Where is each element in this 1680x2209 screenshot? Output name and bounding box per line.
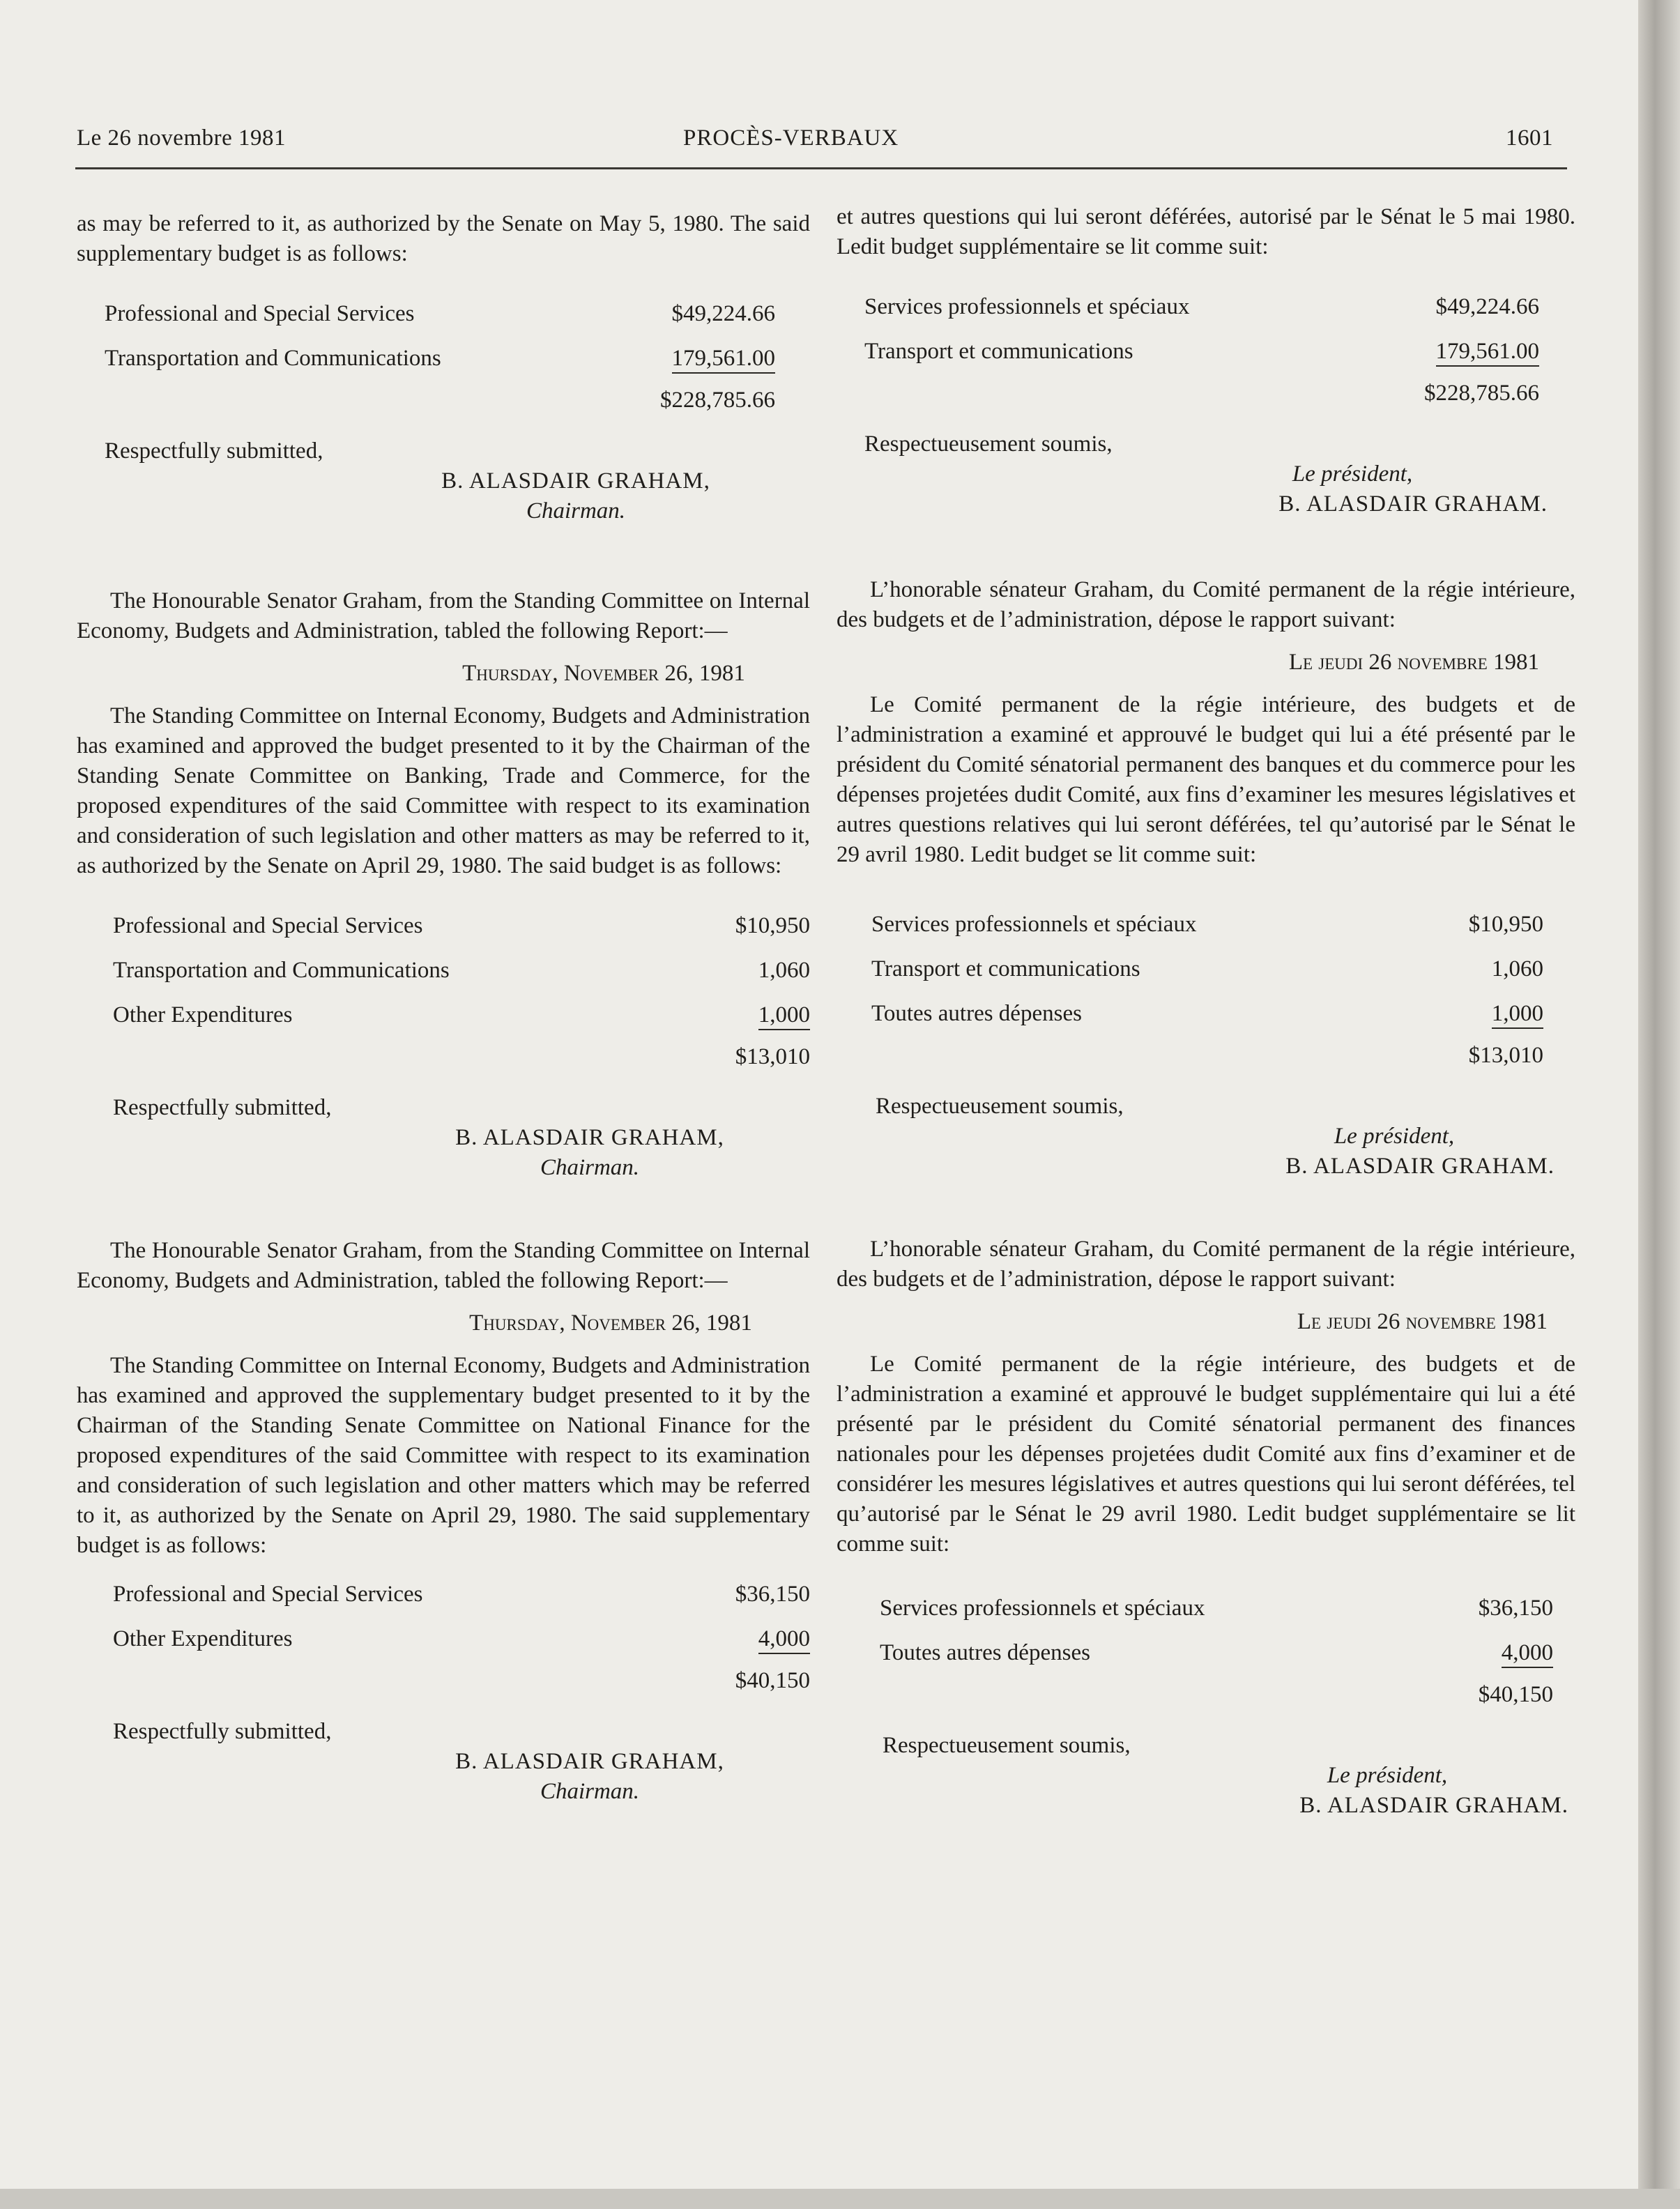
signatory-title: Chairman. [540, 1155, 640, 1180]
signature-block [77, 1717, 810, 1807]
paragraph: et autres questions qui lui seront déférées, autorisé par le Sénat le 5 mai 1980. Ledit budget supplémentaire se lit comme suit: [837, 204, 1575, 259]
budget-row [113, 941, 810, 986]
budget-row [871, 984, 1543, 1029]
budget-amount: $49,224.66 [1435, 294, 1539, 319]
budget-label: Services professionnels et spéciaux [871, 912, 1197, 937]
signature-block [837, 429, 1575, 519]
budget-row [113, 986, 810, 1030]
report-date: Le jeudi 26 novembre 1981 [1297, 1309, 1548, 1334]
budget-amount-value: 4,000 [1502, 1640, 1553, 1668]
budget-label: Transportation and Communications [105, 346, 441, 371]
budget-amount [1411, 999, 1543, 1029]
signatory-name: B. ALASDAIR GRAHAM, [441, 468, 710, 494]
paragraph: L’honorable sénateur Graham, du Comité permanent de la régie intérieure, des budgets et de l’administration, dépose le rapport suivant: [837, 1237, 1575, 1292]
paragraph: Le Comité permanent de la régie intérieure, des budgets et de l’administration a examiné et approuvé le budget supplémentaire qui lui a été présenté par le président du Comité sénatorial permanent des finances nationales pour les dépenses projetées dudit Comité aux fins d’examiner et de considérer les mesures législatives et autres questions qui lui seront déférées, tel qu’autorisé par le Sénat le 29 avril 1980. Ledit budget supplémentaire se lit comme suit: [837, 1352, 1575, 1557]
budget-label: Professional and Special Services [113, 1582, 423, 1607]
budget-total: $40,150 [735, 1668, 810, 1693]
paragraph: The Honourable Senator Graham, from the Standing Committee on Internal Economy, Budgets and Administration, tabled the following Report:— [77, 1238, 810, 1293]
budget-table [77, 896, 810, 1072]
budget-label: Services professionnels et spéciaux [864, 294, 1190, 319]
budget-amount-value: 179,561.00 [672, 346, 776, 374]
budget-row [105, 284, 775, 329]
budget-row [864, 277, 1539, 322]
budget-row [113, 1565, 810, 1610]
signatory-title: Chairman. [540, 1779, 640, 1804]
signatory-title: Le président, [1292, 461, 1413, 487]
budget-row [880, 1623, 1553, 1668]
paragraph: The Honourable Senator Graham, from the Standing Committee on Internal Economy, Budgets and Administration, tabled the following Report:— [77, 588, 810, 643]
budget-row [105, 329, 775, 374]
budget-label: Professional and Special Services [113, 913, 423, 938]
submitted-label: Respectfully submitted, [113, 1095, 332, 1120]
paragraph: The Standing Committee on Internal Economy, Budgets and Administration has examined and approved the budget presented to it by the Chairman of the Standing Senate Committee on Banking, Trade and Commerce, for the proposed expenditures of the said Committee with respect to its examination and consideration of such legislation and other matters as may be referred to it, as authorized by the Senate on April 29, 1980. The said budget is as follows: [77, 703, 810, 878]
budget-row [113, 1610, 810, 1654]
budget-table [77, 284, 810, 415]
budget-amount-value: 179,561.00 [1436, 339, 1540, 367]
budget-amount [643, 344, 775, 374]
signature-block [837, 1092, 1575, 1182]
budget-table [837, 277, 1575, 408]
budget-amount-value: 1,000 [1492, 1001, 1543, 1029]
signatory-name: B. ALASDAIR GRAHAM, [455, 1749, 724, 1774]
budget-amount [1421, 1638, 1553, 1668]
signatory-title: Le président, [1334, 1124, 1455, 1149]
submitted-label: Respectueusement soumis, [883, 1733, 1131, 1758]
page-bottom-edge [0, 2189, 1680, 2209]
budget-row [864, 322, 1539, 367]
budget-label: Toutes autres dépenses [871, 1001, 1082, 1026]
budget-label: Toutes autres dépenses [880, 1640, 1090, 1665]
budget-amount-value: 4,000 [758, 1626, 810, 1654]
paragraph: Le Comité permanent de la régie intérieure, des budgets et de l’administration a examiné et approuvé le budget qui lui a été présenté par le président du Comité sénatorial permanent des banques et du commerce pour les dépenses projetées dudit Comité, aux fins d’examiner les mesures législatives et autres questions relatives qui lui seront déférées, tel qu’autorisé par le Sénat le 29 avril 1980. Ledit budget se lit comme suit: [837, 692, 1575, 867]
signatory-name: B. ALASDAIR GRAHAM. [1278, 491, 1548, 517]
budget-table [837, 1579, 1575, 1710]
budget-row [871, 895, 1543, 940]
signature-block [837, 1731, 1575, 1821]
signature-block [77, 1093, 810, 1183]
submitted-label: Respectfully submitted, [113, 1719, 332, 1744]
budget-amount [678, 1624, 810, 1654]
budget-table [837, 895, 1575, 1071]
budget-amount: $36,150 [735, 1582, 810, 1607]
signatory-name: B. ALASDAIR GRAHAM. [1285, 1154, 1555, 1179]
page-title: PROCÈS-VERBAUX [683, 125, 899, 151]
header-rule [75, 167, 1567, 169]
header-date: Le 26 novembre 1981 [77, 125, 287, 151]
page-edge [1638, 0, 1680, 2209]
submitted-label: Respectueusement soumis, [876, 1094, 1124, 1119]
signatory-title: Chairman. [526, 498, 626, 523]
budget-amount: 1,060 [1491, 956, 1543, 981]
submitted-label: Respectfully submitted, [105, 438, 323, 464]
budget-label: Other Expenditures [113, 1002, 293, 1027]
budget-total: $228,785.66 [660, 388, 775, 413]
budget-label: Professional and Special Services [105, 301, 415, 326]
budget-amount: $10,950 [1468, 912, 1543, 937]
budget-row [113, 896, 810, 941]
paragraph: The Standing Committee on Internal Economy, Budgets and Administration has examined and approved the supplementary budget presented to it by the Chairman of the Standing Senate Committee on National Finance for the proposed expenditures of the said Committee with respect to its examination and consideration of such legislation and other matters which may be referred to it, as authorized by the Senate on April 29, 1980. The said supplementary budget is as follows: [77, 1353, 810, 1558]
submitted-label: Respectueusement soumis, [864, 431, 1113, 457]
budget-label: Transport et communications [871, 956, 1140, 981]
budget-total: $228,785.66 [1424, 381, 1539, 406]
budget-amount-value: 1,000 [758, 1002, 810, 1030]
paragraph: L’honorable sénateur Graham, du Comité permanent de la régie intérieure, des budgets et de l’administration, dépose le rapport suivant: [837, 577, 1575, 632]
budget-total: $40,150 [1478, 1682, 1553, 1707]
report-date: Thursday, November 26, 1981 [469, 1310, 752, 1336]
budget-label: Other Expenditures [113, 1626, 293, 1651]
budget-label: Transport et communications [864, 339, 1133, 364]
budget-total: $13,010 [1468, 1043, 1543, 1068]
budget-row [871, 940, 1543, 984]
budget-label: Services professionnels et spéciaux [880, 1596, 1205, 1621]
budget-total: $13,010 [735, 1044, 810, 1069]
report-date: Thursday, November 26, 1981 [462, 661, 745, 686]
budget-table [77, 1565, 810, 1696]
signatory-name: B. ALASDAIR GRAHAM. [1299, 1793, 1568, 1818]
budget-amount: $49,224.66 [671, 301, 775, 326]
budget-amount [1407, 337, 1539, 367]
signatory-title: Le président, [1327, 1763, 1448, 1788]
left-column [77, 209, 810, 1807]
budget-amount: 1,060 [758, 958, 810, 983]
budget-amount [678, 1000, 810, 1030]
budget-label: Transportation and Communications [113, 958, 450, 983]
budget-amount: $10,950 [735, 913, 810, 938]
budget-amount: $36,150 [1478, 1596, 1553, 1621]
paragraph: as may be referred to it, as authorized by the Senate on May 5, 1980. The said supplementary budget is as follows: [77, 211, 810, 266]
signature-block [77, 436, 810, 526]
page-number: 1601 [1506, 125, 1553, 151]
budget-row [880, 1579, 1553, 1623]
signatory-name: B. ALASDAIR GRAHAM, [455, 1125, 724, 1150]
right-column [837, 202, 1575, 1821]
report-date: Le jeudi 26 novembre 1981 [1288, 650, 1539, 675]
